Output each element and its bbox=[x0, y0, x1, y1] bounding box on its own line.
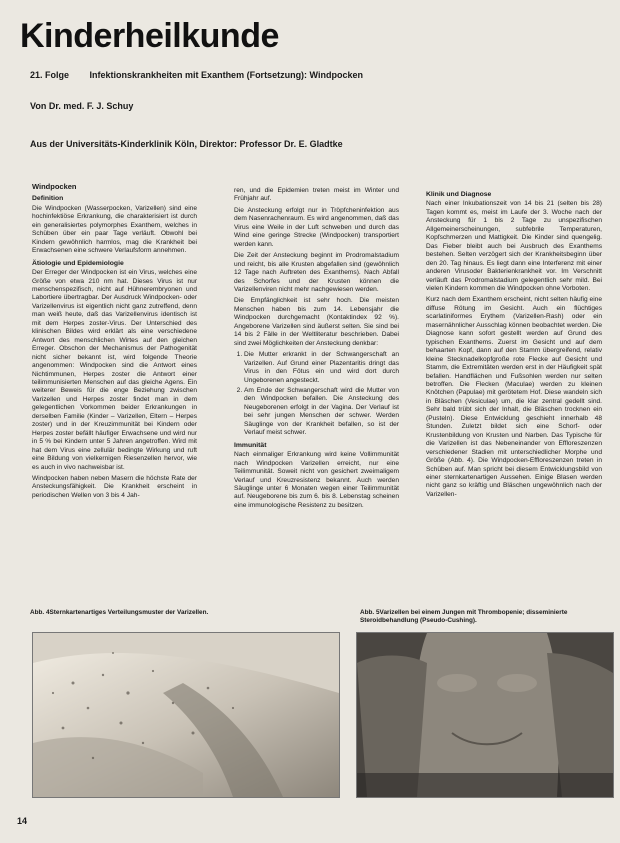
subheading-immunitaet: Immunität bbox=[234, 441, 267, 449]
paragraph: Nach einmaliger Erkrankung wird keine Vollimmunität nach Windpocken Varizellen erreicht, nur eine Teilimmunität. Soweit nicht von gesichert zweimaligem Verlauf und Kreuzresistenz bekannt. Auch werden Säuglinge unter 6 Monaten wegen einer Teilimmunität auf. Neugeborene bis zum 6. bis 8. Lebenstag scheinen eine immunologische Resistenz zu besitzen. bbox=[234, 451, 399, 509]
series-line bbox=[30, 70, 590, 80]
paragraph: Die Empfänglichkeit ist sehr hoch. Die meisten Menschen haben bis zum 14. Lebensjahr die Windpocken durchgemacht (Kontaktindex 92 %). Angeborene Varizellen sind äußerst selten. Sie sind bei 14 bis 2 Fälle in der Weltliteratur beschrieben. Dabei sind zwei Möglichkeiten der Ansteckung denkbar: bbox=[234, 297, 399, 347]
paragraph: Nach einer Inkubationszeit von 14 bis 21 (selten bis 28) Tagen kommt es, meist im Laufe der 3. Woche nach der Ansteckung für 1 bis 2 Tage zu unspezifischen Allgemeinerscheinungen, subfebrile Temperaturen, Kopfschmerzen und Mattigkeit. Die Kinder sind quengelig. Das Fieber bleibt auch bei Ausbruch des Exanthems bestehen. Selten verzögert sich der Krankheitsbeginn über den 20. Tag hinaus. Es liegt dann eine Interferenz mit einer anderen Virusoder Bakterienkrankheit vor. Im Verschnitt verläuft das Prodromalstadium gelegentlich sehr mild. Bei vielen Kindern kommen die Windpocken ohne Vorboten. bbox=[426, 200, 602, 292]
paragraph: Die Ansteckung erfolgt nur in Tröpfcheninfektion aus dem Nasenrachenraum. Es wird angenommen, daß das Virus eine Weile in der Luft schweben und durch das Wind eine geringe Strecke (Windpocken) transportiert werden kann. bbox=[234, 206, 399, 248]
paragraph: Die Zeit der Ansteckung beginnt im Prodromalstadium und reicht, bis alle Krusten abgefallen sind (gewöhnlich 12 Tage nach Auftreten des Exanthems). Nach Abfall des Schorfes und der Krusten können die Varizellenviren nicht mehr nachgewiesen werden. bbox=[234, 252, 399, 293]
figure-4-label: Abb. 4 bbox=[30, 609, 50, 616]
figure-5-label: Abb. 5 bbox=[360, 609, 380, 616]
subheading-aetiologie: Ätiologie und Epidemiologie bbox=[32, 259, 124, 267]
page-number: 14 bbox=[17, 816, 28, 826]
paragraph: Die Windpocken (Wasserpocken, Varizellen) sind eine hochinfektiöse Erkrankung, die charakterisiert ist durch ein generalisiertes polymorphes Exanthem, welches in Schüben über ein paar Tage verläuft. Obwohl bei Kindern gewöhnlich harmlos, mag die Krankheit bei Erwachsenen eine schwere Verlaufsform annehmen. bbox=[32, 204, 197, 255]
list-item: 1. Die Mutter erkrankt in der Schwangerschaft an Varizellen. Auf Grund einer Plazentaritis dringt das Virus in den Fötus ein und wird dort durch Ungeborenen angesteckt. bbox=[244, 351, 399, 385]
affiliation-line: Aus der Universitäts-Kinderklinik Köln, Direktor: Professor Dr. E. Gladtke bbox=[30, 139, 343, 149]
skin-rash-photo-image bbox=[33, 633, 339, 797]
figure-5-caption bbox=[360, 609, 610, 625]
series-number: 21. Folge bbox=[30, 70, 70, 80]
figure-4-photo bbox=[32, 632, 340, 798]
page-title: Kinderheilkunde bbox=[20, 17, 279, 55]
numbered-list bbox=[234, 351, 399, 438]
section-heading-windpocken: Windpocken bbox=[32, 182, 77, 191]
paragraph: ren, und die Epidemien treten meist im Winter und Frühjahr auf. bbox=[234, 187, 399, 203]
figure-5-photo bbox=[356, 632, 614, 798]
series-topic: Infektionskrankheiten mit Exanthem (Fortsetzung): Windpocken bbox=[89, 70, 363, 80]
subheading-definition: Definition bbox=[32, 195, 64, 203]
subheading-klinik: Klinik und Diagnose bbox=[426, 191, 492, 198]
text-column-2 bbox=[234, 187, 399, 513]
text-column-3 bbox=[426, 187, 602, 502]
text-column-1 bbox=[32, 183, 197, 503]
paragraph: Der Erreger der Windpocken ist ein Virus, welches eine Größe von etwa 210 nm hat. Dieses Virus ist nur menschenspezifisch, nicht auf Hühnerembryonen und Labortiere übertragbar. Der Ausdruck Windpocken- oder Varizellenvirus ist eigentlich nicht ganz zutreffend, denn man weiß heute, daß das Varizellenvirus identisch ist mit dem Herpes zoster-Virus. Der Unterschied des klinischen Bildes wird erklärt als eine verschiedene Antwort des menschlichen Wirtes auf den gleichen Erreger. Obschon der Mechanismus der Pathogenität nicht sicher bekannt ist, wird folgende Theorie angenommen: Windpocken sind die Antwort eines Nichtimmunen, Herpes zoster die Antwort einer teilimmunisierten Menschen auf das gleiche Agens. Ein weiterer Beweis für die enge Beziehung zwischen Varizellen und Herpes zoster findet man in dem gelegentlichen Vorkommen beider Erkrankungen in derselben Familie (Kinder – Varizellen, Eltern – Herpes zoster) und in der Kreuzimmunität bei Kindern oder Herpes zoster befällt häufiger Erwachsene und wird nur in 5 % bei Kindern unter 5 Jahren angetroffen. Wird mit hat dem Virus eine zellulär bedingte Wirkung und ruft eine Bildung von vielkernigen Riesenzellen hervor, wie es auch in vivo nachweisbar ist. bbox=[32, 269, 197, 471]
figure-4-text: Sternkartenartiges Verteilungsmuster der Varizellen. bbox=[49, 609, 209, 616]
list-item: 2. Am Ende der Schwangerschaft wird die Mutter von den Windpocken befallen. Die Ansteckung des Neugeborenen erfolgt in der Vagina. Der Verlauf ist bei sehr jungen Menschen der schwer. Werden Säuglinge von der Krankheit befallen, so ist der Verlauf meist schwer. bbox=[244, 387, 399, 438]
paragraph: Kurz nach dem Exanthem erscheint, nicht selten häufig eine diffuse Rötung im Gesicht. Auch ein flüchtiges scarlatiniformes Erythem (Varizellen-Rash) oder ein masernähnlicher Ausschlag können beobachtet werden. Die Diagnose kann sofort gestellt werden auf Grund des typischen Exanthems. Zuerst im Gesicht und auf dem behaarten Kopf, dann auf den Stamm übergreifend, relativ kleine Stecknadelkopfgroße rote Flecke auf Gesicht und Stamm, die Extremitäten werden erst in der Häufigkeit spät befallen. Handflächen und Fußsohlen werden nur selten betroffen. Die Flecken (Maculae) werden zu kleinen Knötchen (Papulae) mit gerötetem Hof. Diese wandeln sich in Bläschen (Vesiculae) um, die klar zentral gedellt sind. Sehr bald trübt sich der Inhalt, die Bläschen trocknen ein (Pusteln). Diese Entwicklung geschieht innerhalb 48 Stunden. Zuletzt bildet sich eine Schorf- oder Krustenbildung von Krusten und Narben. Das Typische für die Varizellen ist das Nebeneinander von Effloreszenzen verschiedener Stadien mit unterschiedlicher Morphe und Größe (Abb. 4). Die Windpocken-Effloreszenzen treten in Schüben auf. Man spricht bei diesem Entwicklungsbild von einer sternkartenartigen Aussehen. Einige Blasen werden nicht ganz so kräftig und Bläschen ungewöhnlich nach der Varizellen- bbox=[426, 296, 602, 498]
paragraph: Windpocken haben neben Masern die höchste Rate der Ansteckungsfähigkeit. Die Krankheit erscheint in periodischen Wellen von 3 bis 4 Jah- bbox=[32, 474, 197, 499]
child-torso-photo-image bbox=[357, 633, 613, 797]
figure-4-caption bbox=[30, 609, 330, 617]
author-line: Von Dr. med. F. J. Schuy bbox=[30, 101, 134, 111]
figure-5-text: Varizellen bei einem Jungen mit Thrombopenie; disseminierte Steroidbehandlung (Pseudo-Cushing). bbox=[360, 609, 568, 624]
